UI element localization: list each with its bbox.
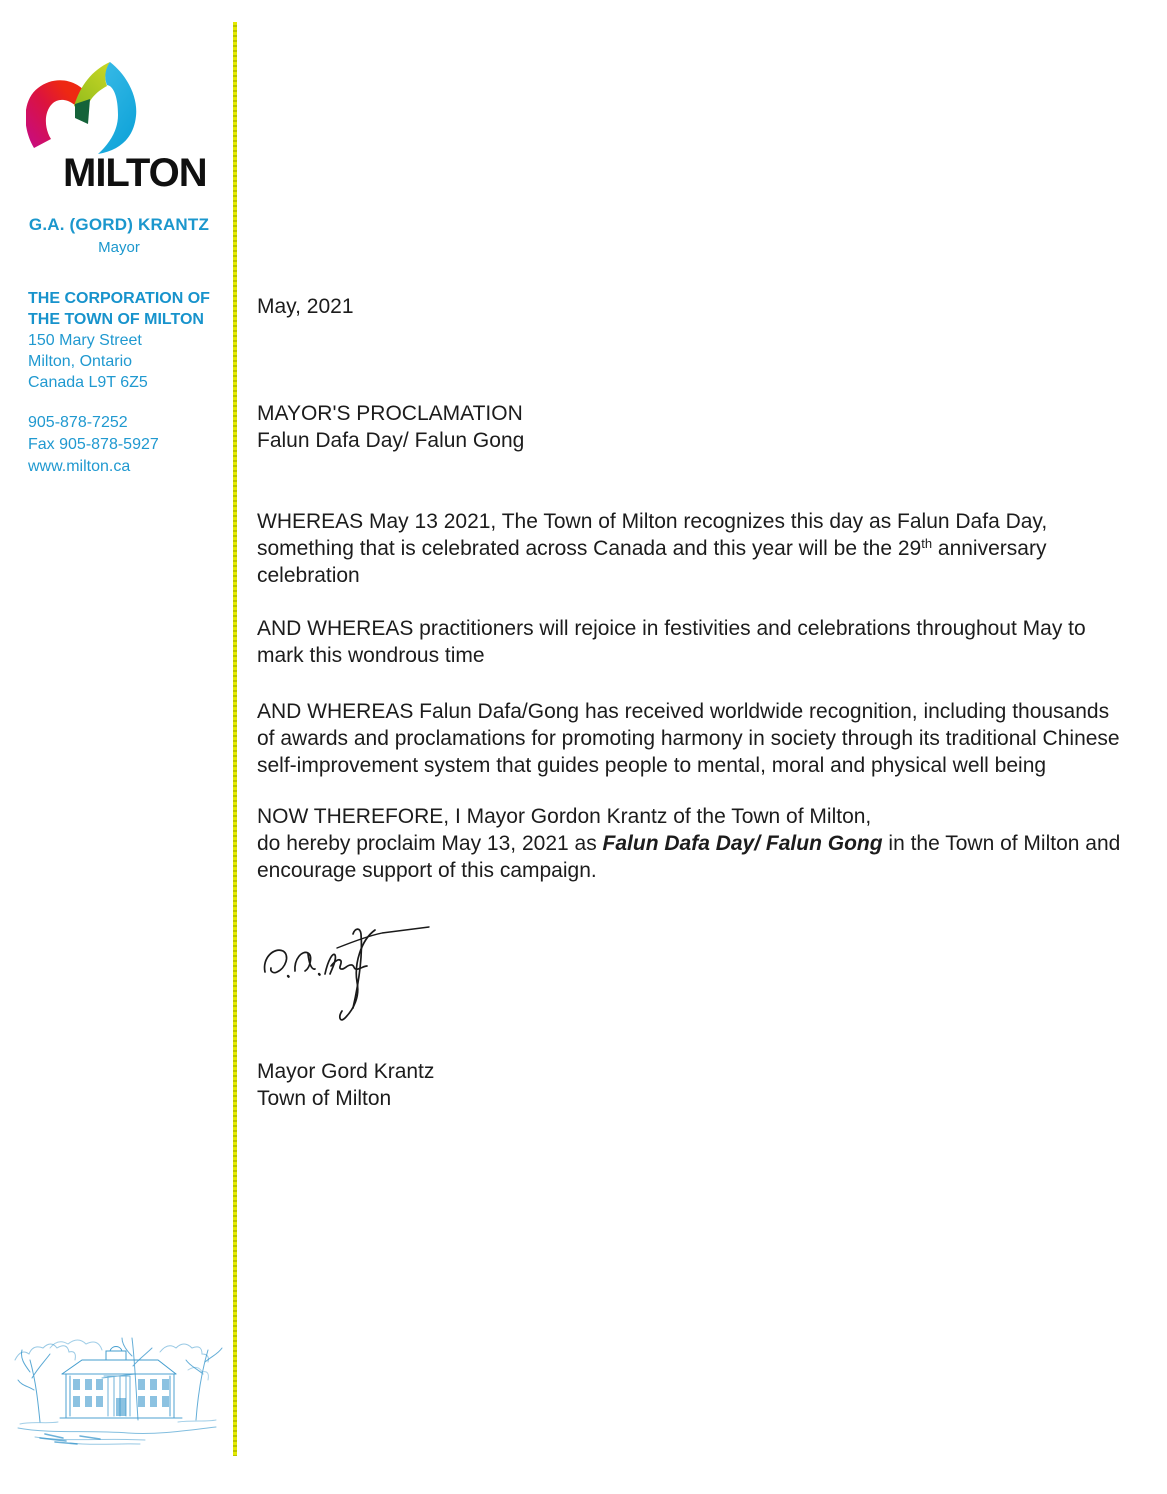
org-line: THE CORPORATION OF [28,290,210,307]
org-line: THE TOWN OF MILTON [28,311,204,328]
vertical-divider-line [233,22,237,1456]
signature-block [257,1058,1129,1112]
fax-line: Fax 905-878-5927 [28,436,159,453]
phone-line: 905-878-7252 [28,414,128,431]
therefore-paragraph [257,803,1129,884]
whereas-paragraph-2: AND WHEREAS practitioners will rejoice in festivities and celebrations throughout May to mark this wondrous time [257,617,1086,667]
heading-line-1: MAYOR'S PROCLAMATION [257,402,523,425]
paragraph-text: in the Town of Milton and encourage support of this campaign. [257,832,1121,882]
address-line: Canada L9T 6Z5 [28,374,148,391]
signer-name: Mayor Gord Krantz [257,1060,435,1083]
town-hall-sketch-image [10,1330,225,1448]
address-line: 150 Mary Street [28,332,142,349]
paragraph-text: anniversary celebration [257,537,1047,587]
corporation-address-block [28,288,210,393]
whereas-paragraph-3: AND WHEREAS Falun Dafa/Gong has received worldwide recognition, including thousands of awards and proclamations for promoting harmony in society through its traditional Chinese self-improvement system that guides people to mental, moral and physical well being [257,700,1120,777]
ordinal-superscript: th [921,536,933,551]
paragraph-text: do hereby proclaim May 13, 2021 as [257,832,603,855]
address-line: Milton, Ontario [28,353,133,370]
milton-flower-logo-icon [26,58,148,158]
mayor-signature-icon [257,922,432,1030]
mayor-name: G.A. (GORD) KRANTZ [28,215,210,234]
proclaimed-day-emphasis: Falun Dafa Day/ Falun Gong [602,832,883,855]
logo-wordmark: MILTON [63,151,207,195]
paragraph-text: NOW THEREFORE, I Mayor Gordon Krantz of the Town of Milton, [257,805,872,828]
letter-date: May, 2021 [257,295,354,318]
letter-body [257,293,1129,1112]
paragraph-text: WHEREAS May 13 2021, The Town of Milton recognizes this day as Falun Dafa Day, something that is celebrated across Canada and this year will be the 29 [257,510,1048,560]
heading-line-2: Falun Dafa Day/ Falun Gong [257,429,525,452]
signer-org: Town of Milton [257,1087,392,1110]
contact-block [28,412,159,478]
website-line: www.milton.ca [28,458,131,475]
mayor-name-block [0,215,238,256]
proclamation-heading [257,400,1129,454]
mayor-title: Mayor [98,239,140,256]
whereas-paragraph-1 [257,508,1129,589]
